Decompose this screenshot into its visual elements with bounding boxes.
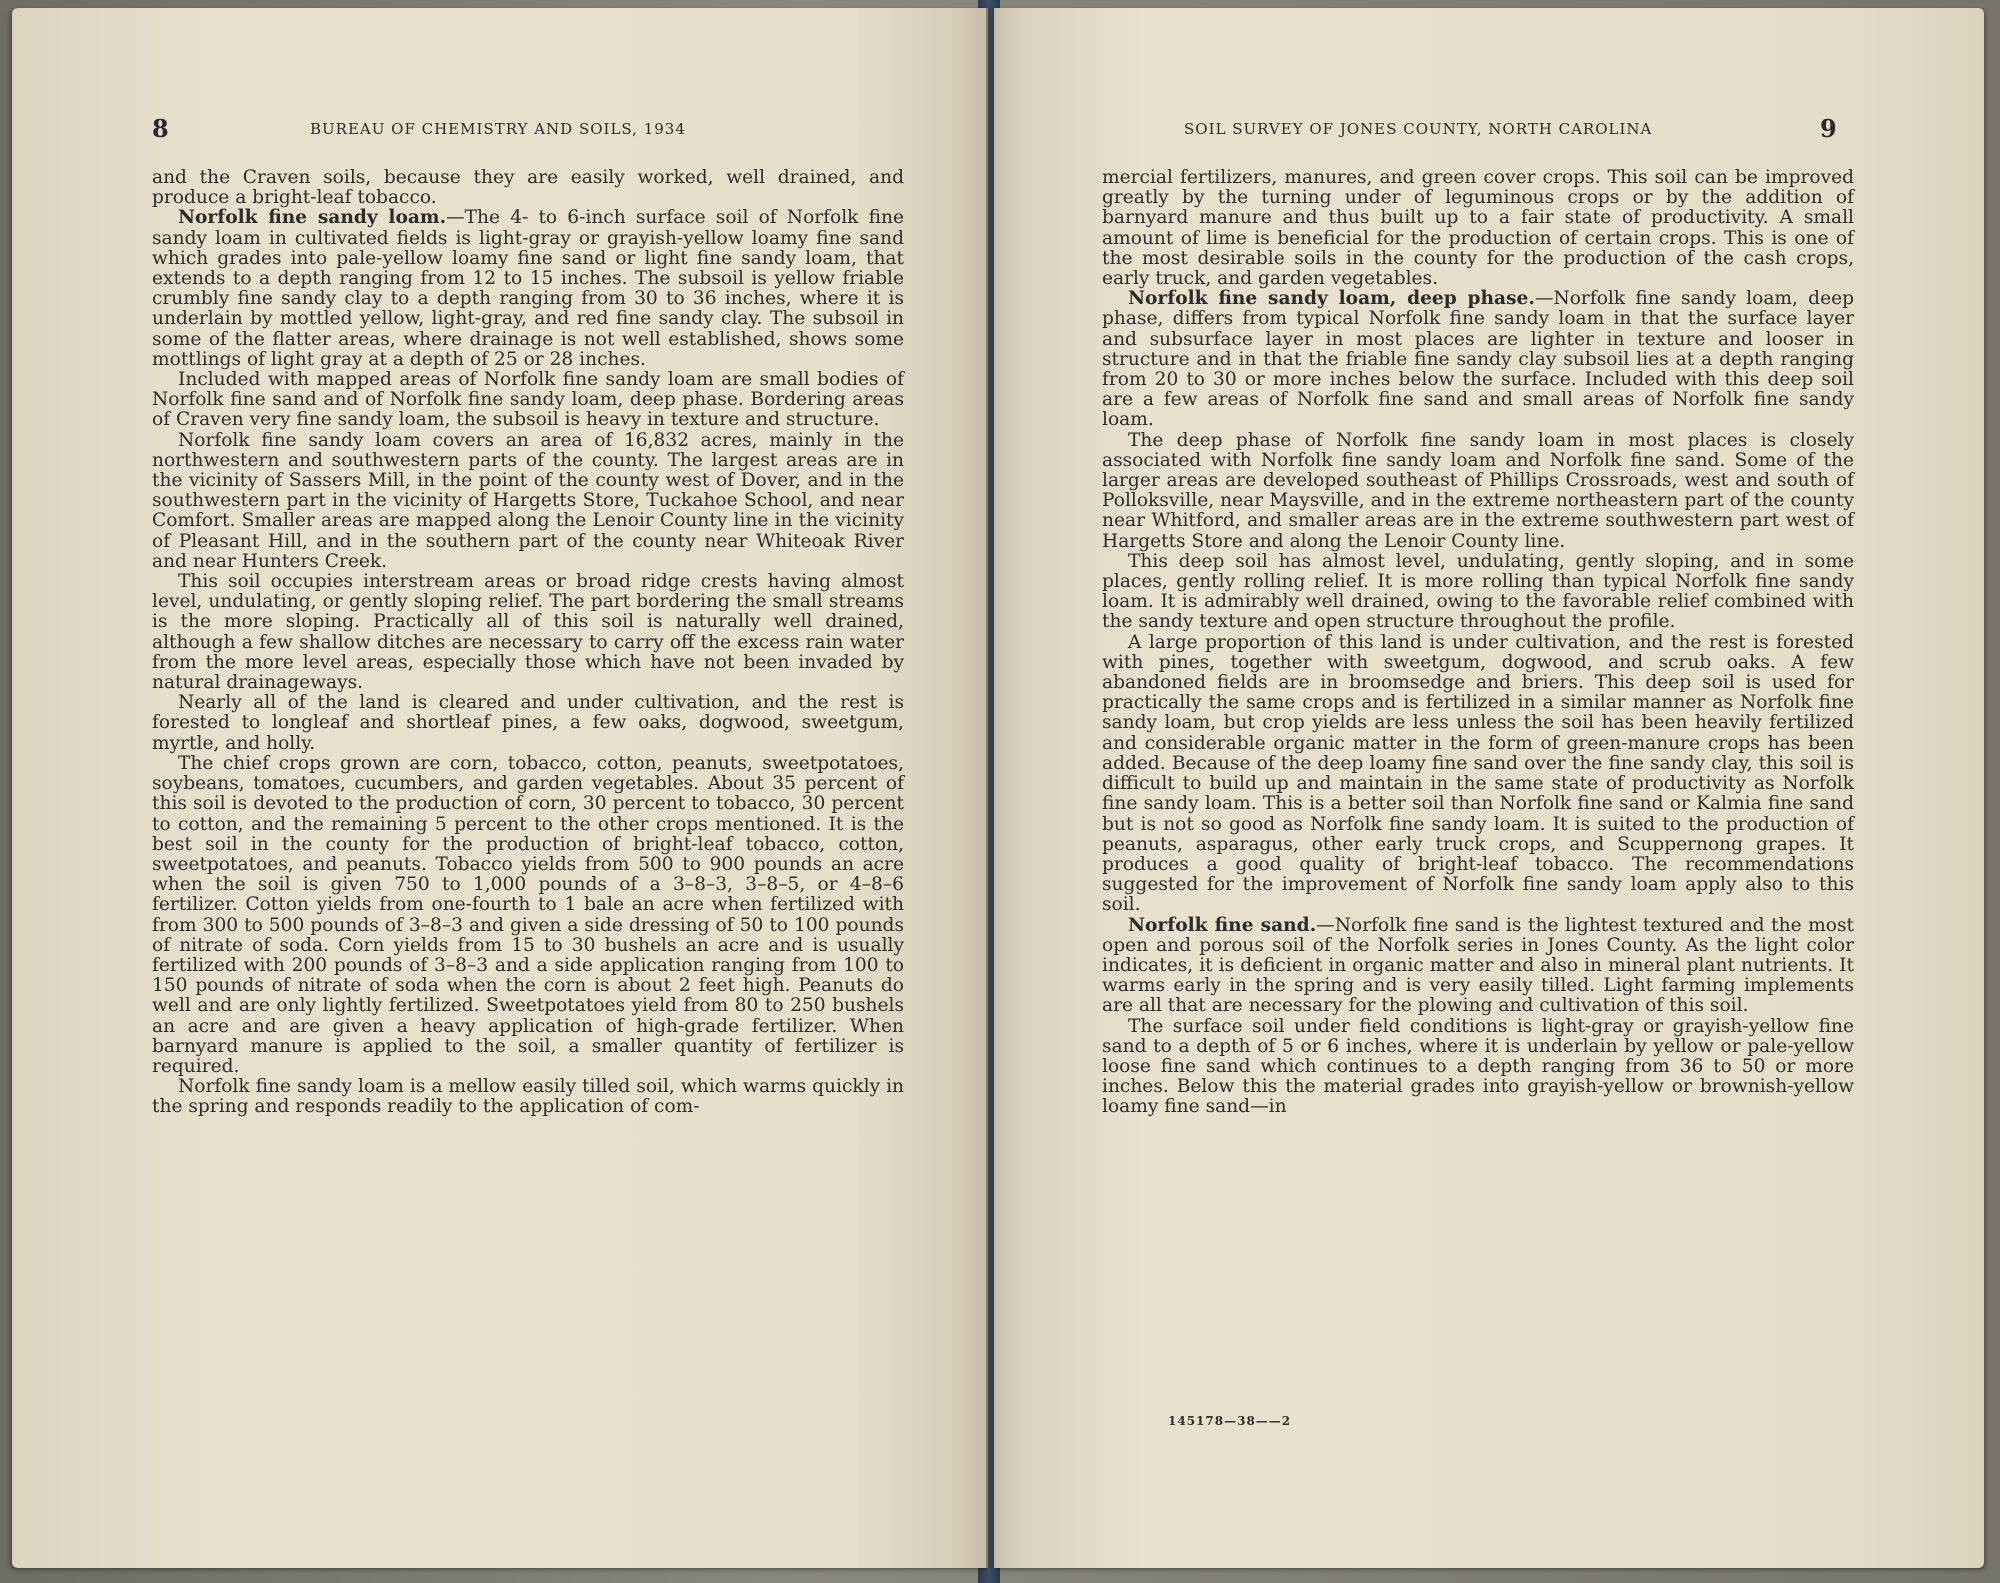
- right-footer-code: 145178—38——2: [1168, 1414, 1292, 1428]
- gutter-shadow: [986, 8, 996, 1568]
- left-page-number: 8: [152, 114, 169, 143]
- right-page: [994, 8, 1984, 1568]
- left-page-text: [152, 168, 904, 1118]
- right-page-text: [1102, 168, 1854, 1118]
- right-paragraph-0: mercial fertilizers, manures, and green cover crops. This soil can be improved greatly by the turning under of leguminous crops or by the addition of barnyard manure and thus built up to a fair state of productivity. A small amount of lime is beneficial for the production of certain crops. This is one of the most desirable soils in the county for the production of the cash crops, early truck, and garden vegetables.: [1102, 167, 1854, 290]
- right-paragraph-6: The surface soil under field conditions is light-gray or grayish-yellow fine sand to a depth of 5 or 6 inches, where it is underlain by yellow or pale-yellow loose fine sand which continues to a depth ranging from 36 to 50 or more inches. Below this the material grades into grayish-yellow or brownish-yellow loamy fine sand—in: [1102, 1015, 1854, 1118]
- left-paragraph-1: [152, 208, 904, 370]
- right-heading-norfolk-fine-sand: Norfolk fine sand.: [1128, 914, 1317, 936]
- right-paragraph-3: This deep soil has almost level, undulating, gently sloping, and in some places, gently rolling relief. It is more rolling than typical Norfolk fine sandy loam. It is admirably well drained, owing to the favorable relief combined with the sandy texture and open structure throughout the profile.: [1102, 550, 1854, 633]
- left-paragraph-5: Nearly all of the land is cleared and under cultivation, and the rest is forested to longleaf and shortleaf pines, a few oaks, dogwood, sweetgum, myrtle, and holly.: [152, 692, 904, 754]
- right-paragraph-5-body: —Norfolk fine sand is the lightest textured and the most open and porous soil of the Norfolk series in Jones County. As the light color indicates, it is deficient in organic matter and also in mineral plant nutrients. It warms early in the spring and is very easily tilled. Light farming implements are all that are necessary for the plowing and cultivation of this soil.: [1102, 914, 1854, 1017]
- right-page-number: 9: [1820, 114, 1837, 143]
- left-heading-norfolk-fine-sandy-loam: Norfolk fine sandy loam.: [178, 207, 447, 229]
- left-paragraph-0: and the Craven soils, because they are easily worked, well drained, and produce a bright-leaf tobacco.: [152, 167, 904, 209]
- right-running-head: SOIL SURVEY OF JONES COUNTY, NORTH CAROLINA: [1184, 120, 1653, 138]
- right-paragraph-1-body: —Norfolk fine sandy loam, deep phase, differs from typical Norfolk fine sandy loam in that the surface layer and subsurface layer in most places are lighter in texture and looser in structure and in that the friable fine sandy clay subsoil lies at a depth ranging from 20 to 30 or more inches below the surface. Included with this deep soil are a few areas of Norfolk fine sand and small areas of Norfolk fine sandy loam.: [1102, 288, 1854, 431]
- left-paragraph-2: Included with mapped areas of Norfolk fine sandy loam are small bodies of Norfolk fine sand and of Norfolk fine sandy loam, deep phase. Bordering areas of Craven very fine sandy loam, the subsoil is heavy in texture and structure.: [152, 369, 904, 431]
- right-paragraph-2: The deep phase of Norfolk fine sandy loam in most places is closely associated with Norfolk fine sandy loam and Norfolk fine sand. Some of the larger areas are developed southeast of Phillips Crossroads, west and south of Polloksville, near Maysville, and in the extreme northeastern part of the county near Whitford, and smaller areas are in the extreme southwestern part west of Hargetts Store and along the Lenoir County line.: [1102, 429, 1854, 552]
- left-page: [12, 8, 988, 1568]
- right-paragraph-5: [1102, 916, 1854, 1017]
- left-paragraph-1-body: —The 4- to 6-inch surface soil of Norfolk fine sandy loam in cultivated fields is light-gray or grayish-yellow loamy fine sand which grades into pale-yellow loamy fine sand or light fine sandy loam, that extends to a depth ranging from 12 to 15 inches. The subsoil is yellow friable crumbly fine sandy clay to a depth ranging from 30 to 36 inches, where it is underlain by mottled yellow, light-gray, and red fine sandy clay. The subsoil in some of the flatter areas, where drainage is not well established, shows some mottlings of light gray at a depth of 25 or 28 inches.: [152, 207, 904, 370]
- left-paragraph-6: The chief crops grown are corn, tobacco, cotton, peanuts, sweetpotatoes, soybeans, tomatoes, cucumbers, and garden vegetables. About 35 percent of this soil is devoted to the production of corn, 30 percent to tobacco, 30 percent to cotton, and the remaining 5 percent to the other crops mentioned. It is the best soil in the county for the production of bright-leaf tobacco, cotton, sweetpotatoes, and peanuts. Tobacco yields from 500 to 900 pounds an acre when the soil is given 750 to 1,000 pounds of a 3–8–3, 3–8–5, or 4–8–6 fertilizer. Cotton yields from one-fourth to 1 bale an acre when fertilized with from 300 to 500 pounds of 3–8–3 and given a side dressing of 50 to 100 pounds of nitrate of soda. Corn yields from 15 to 30 bushels an acre and is usually fertilized with 200 pounds of 3–8–3 and a side application ranging from 100 to 150 pounds of nitrate of soda when the corn is about 2 feet high. Peanuts do well and are only lightly fertilized. Sweetpotatoes yield from 80 to 250 bushels an acre and are given a heavy application of high-grade fertilizer. When barnyard manure is applied to the soil, a smaller quantity of fertilizer is required.: [152, 752, 904, 1077]
- left-paragraph-4: This soil occupies interstream areas or broad ridge crests having almost level, undulating, or gently sloping relief. The part bordering the small streams is the more sloping. Practically all of this soil is naturally well drained, although a few shallow ditches are necessary to carry off the excess rain water from the more level areas, especially those which have not been invaded by natural drainageways.: [152, 571, 904, 694]
- left-paragraph-7: Norfolk fine sandy loam is a mellow easily tilled soil, which warms quickly in the spring and responds readily to the application of com-: [152, 1076, 904, 1118]
- left-paragraph-3: Norfolk fine sandy loam covers an area of 16,832 acres, mainly in the northwestern and southwestern parts of the county. The largest areas are in the vicinity of Sassers Mill, in the point of the county west of Dover, and in the southwestern part in the vicinity of Hargetts Store, Tuckahoe School, and near Comfort. Smaller areas are mapped along the Lenoir County line in the vicinity of Pleasant Hill, and in the southern part of the county near Whiteoak River and near Hunters Creek.: [152, 429, 904, 572]
- right-heading-deep-phase: Norfolk fine sandy loam, deep phase.: [1128, 288, 1535, 310]
- right-paragraph-4: A large proportion of this land is under cultivation, and the rest is forested with pines, together with sweetgum, dogwood, and scrub oaks. A few abandoned fields are in broomsedge and briers. This deep soil is used for practically the same crops and is fertilized in a similar manner as Norfolk fine sandy loam, but crop yields are less unless the soil has been heavily fertilized and considerable organic matter in the form of green-manure crops has been added. Because of the deep loamy fine sand over the fine sandy clay, this soil is difficult to build up and maintain in the same state of productivity as Norfolk fine sandy loam. This is a better soil than Norfolk fine sand or Kalmia fine sand but is not so good as Norfolk fine sandy loam. It is suited to the production of peanuts, asparagus, other early truck crops, and Scuppernong grapes. It produces a good quality of bright-leaf tobacco. The recommendations suggested for the improvement of Norfolk fine sandy loam apply also to this soil.: [1102, 631, 1854, 916]
- left-running-head: BUREAU OF CHEMISTRY AND SOILS, 1934: [310, 120, 686, 138]
- right-paragraph-1: [1102, 289, 1854, 430]
